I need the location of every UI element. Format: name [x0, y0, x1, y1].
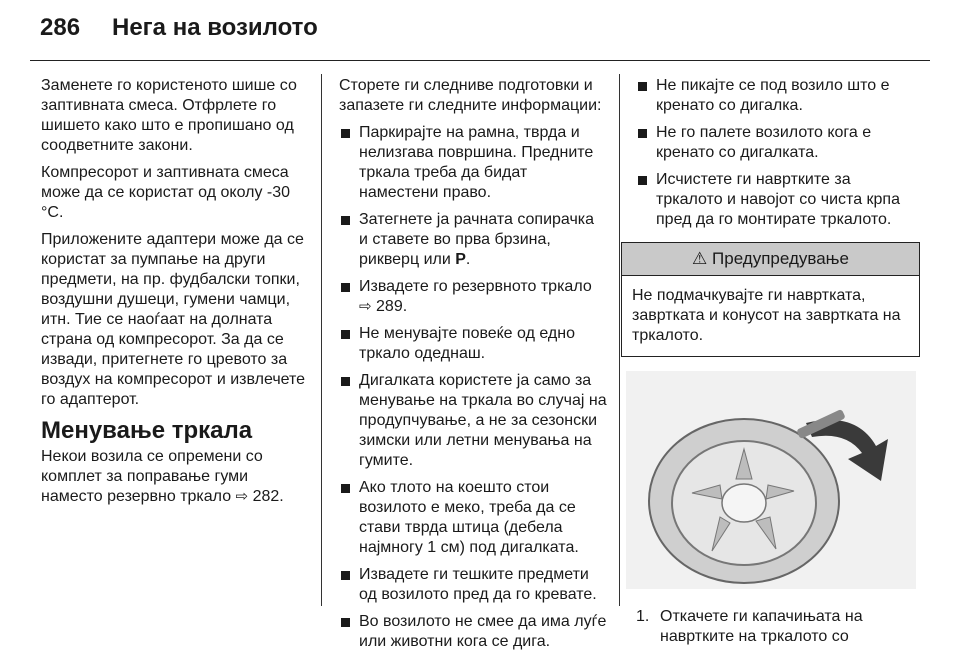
page-reference-arrow-icon[interactable]: ⇨: [235, 488, 249, 505]
column-3: [632, 76, 904, 647]
bullet-square-icon: [638, 176, 647, 185]
step-text: Откачете ги капачињата на навртките на тркалото со: [660, 608, 863, 645]
bullet-square-icon: [341, 377, 350, 386]
list-item: [636, 76, 904, 116]
list-item: [339, 371, 607, 471]
column-divider: [321, 74, 322, 606]
list-item-text: Извадете го резервното тркало: [359, 278, 592, 295]
list-item: [636, 170, 904, 230]
page-title: Нега на возилото: [112, 14, 318, 41]
page-reference-arrow-icon[interactable]: ⇨: [359, 298, 372, 315]
wheel-cover-illustration: [626, 371, 916, 589]
bullet-square-icon: [341, 283, 350, 292]
list-item: [339, 277, 607, 317]
page-reference[interactable]: 282.: [252, 488, 284, 505]
warning-title: Предупредување: [712, 249, 849, 268]
list-item: [339, 123, 607, 203]
list-item: [339, 612, 607, 652]
column-1: [41, 76, 309, 514]
paragraph: Заменете го користеното шише со заптивната смеса. Отфрлете го шишето како што е пропишано од соодветните закони.: [41, 77, 297, 154]
column-divider: [619, 74, 620, 606]
numbered-step: [636, 607, 904, 647]
warning-text: Не подмачкувајте ги навртката, завртката и конусот на завртката на тркалото.: [632, 287, 901, 344]
bullet-list: [339, 123, 607, 652]
warning-header: [622, 243, 919, 276]
list-item-text: Извадете ги тешките предмети од возилото пред да го кревате.: [359, 566, 597, 603]
list-item: [636, 123, 904, 163]
bullet-square-icon: [638, 82, 647, 91]
list-item-text: Исчистете ги навртките за тркалото и навојот со чиста крпа пред да го монтирате тркалото.: [656, 171, 900, 228]
bullet-square-icon: [341, 330, 350, 339]
list-item-text: Во возилото не смее да има луѓе или животни кога се дига.: [359, 613, 607, 650]
bullet-square-icon: [341, 129, 350, 138]
paragraph-text: Некои возила се опремени со комплет за поправање гуми наместо резервно тркало: [41, 448, 263, 505]
list-item: [339, 324, 607, 364]
bullet-square-icon: [341, 484, 350, 493]
bullet-square-icon: [341, 216, 350, 225]
column-2: [339, 76, 607, 659]
list-item-text: Затегнете ја рачната сопирачка и ставете во прва брзина, рикверц или: [359, 211, 595, 268]
wheel-illustration-svg: [626, 371, 916, 589]
page-header: [0, 0, 960, 58]
list-item-text: Дигалката користете ја само за менување на тркала во случај на продупчување, а не за сезонски зимски или летни менувања на гумите.: [359, 372, 607, 469]
list-item: [339, 478, 607, 558]
list-item-text: Паркирајте на рамна, тврда и нелизгава површина. Предните тркала треба да бидат наместени право.: [359, 124, 594, 201]
list-item-text: Не го палете возилото кога е кренато со дигалката.: [656, 124, 872, 161]
page-number: 286: [40, 14, 81, 41]
list-item-text: Не менувајте повеќе од едно тркало одеднаш.: [359, 325, 575, 362]
list-item-tail: .: [465, 251, 471, 268]
paragraph: Компресорот и заптивната смеса може да се користат од околу -30 °C.: [41, 164, 291, 221]
warning-box: [621, 242, 920, 357]
paragraph: Приложените адаптери може да се користат за пумпање на други предмети, на пр. фудбалски топки, воздушни душеци, гумени чамци, итн. Тие се наоѓаат на долната страна од компресорот. За да се извади, притегнете го цревото за воздух на компресорот и извлечете го адаптерот.: [41, 231, 306, 408]
bullet-square-icon: [341, 571, 350, 580]
bullet-list: [636, 76, 904, 230]
step-number: 1.: [636, 608, 650, 625]
bullet-square-icon: [341, 618, 350, 627]
page-reference[interactable]: 289.: [376, 298, 408, 315]
header-rule: [30, 60, 930, 61]
intro-paragraph: Сторете ги следниве подготовки и запазете ги следните информации:: [339, 77, 602, 114]
list-item: [339, 210, 607, 270]
warning-triangle-icon: ⚠: [692, 249, 708, 268]
list-item-text: Не пикајте се под возило што е кренато со дигалка.: [656, 77, 890, 114]
list-item: [339, 565, 607, 605]
bullet-square-icon: [638, 129, 647, 138]
paragraph: [41, 447, 309, 507]
list-item-text: Ако тлото на коешто стои возилото е меко, треба да се стави тврда штица (дебела најмногу 1 см) под дигалката.: [359, 479, 579, 556]
section-heading: Менување тркала: [41, 417, 253, 444]
gear-label: P: [455, 251, 466, 268]
hub-shape: [722, 484, 766, 522]
